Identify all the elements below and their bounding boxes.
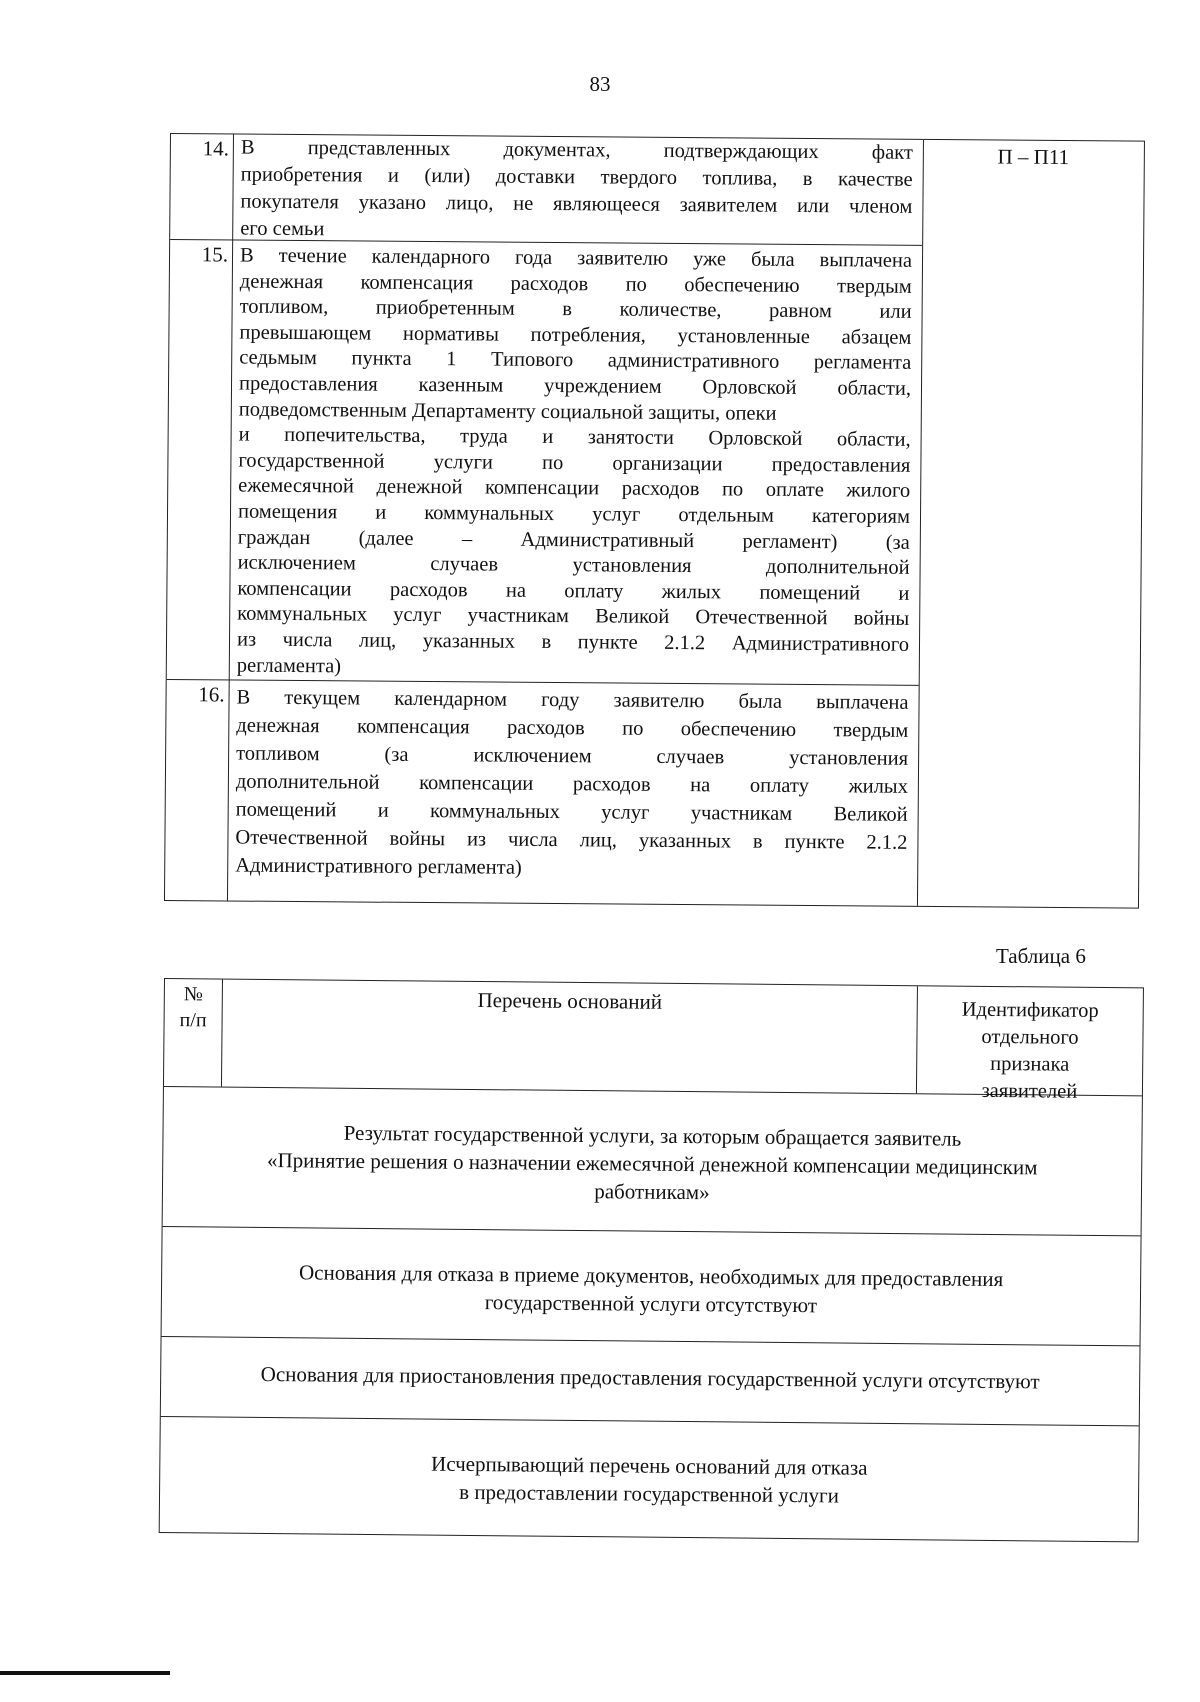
section-line: Основания для отказа в приеме документов, необходимых для предоставления [298, 1260, 1004, 1292]
text-line: дополнительной компенсации расходов на оплату жилых [235, 770, 908, 798]
table-header [164, 979, 1143, 1103]
section-suspension [161, 1337, 1140, 1426]
row-text [240, 135, 913, 248]
text-line: В течение календарного года заявителю уже была выплачена [239, 244, 913, 272]
section-line: «Принятие решения о назначении ежемесячной денежной компенсации медицинским [266, 1147, 1038, 1180]
section-result [163, 1087, 1142, 1236]
header-text: признака [990, 1052, 1070, 1076]
text-line: топливом, приобретенным в количестве, равном или [239, 295, 912, 324]
header-text: Идентификатор [961, 998, 1099, 1022]
section-line: Результат государственной услуги, за которым обращается заявитель [343, 1120, 962, 1151]
text-line: регламента) [236, 654, 342, 677]
section-refusal-acceptance [162, 1227, 1141, 1346]
text-line: коммунальных услуг участникам Великой Отечественной войны [237, 602, 910, 631]
text-line: денежная компенсация расходов по обеспечению твердым [239, 270, 912, 298]
table-row [167, 240, 922, 686]
text-line: его семьи [240, 217, 325, 241]
text-line: Административного регламента) [235, 854, 522, 879]
section-line: работникам» [594, 1179, 710, 1205]
text-line: приобретения и (или) доставки твердого топлива, в качестве [240, 163, 913, 191]
identifier-column [917, 140, 1144, 908]
section-refusal-grounds [160, 1417, 1139, 1541]
table-row [170, 134, 923, 246]
text-line: денежная компенсация расходов по обеспечению твердым [236, 714, 909, 742]
section-line: государственной услуги отсутствуют [484, 1290, 818, 1318]
text-line: В представленных документах, подтверждающих факт [240, 136, 913, 164]
applicant-identifier: П – П11 [997, 144, 1070, 170]
text-line: предоставления казенным учреждением Орловской области, [238, 372, 912, 400]
header-grounds-list: Перечень оснований [477, 988, 663, 1014]
section-line: Исчерпывающий перечень оснований для отказа [431, 1451, 868, 1480]
text-line: подведомственным Департаменту социальной защиты, опеки [238, 398, 777, 425]
row-number: 14. [202, 136, 229, 161]
table-6 [159, 978, 1144, 1542]
header-text: отдельного [981, 1025, 1079, 1049]
header-identifier [916, 986, 1143, 1103]
text-line: ежемесячной денежной компенсации расходов по оплате жилого [238, 474, 911, 503]
row-number: 15. [201, 242, 229, 267]
text-line: помещения и коммунальных услуг отдельным категориям [237, 500, 911, 528]
text-line: топливом (за исключением случаев установления [236, 742, 909, 770]
text-line: В текущем календарном году заявителю была выплачена [236, 686, 909, 714]
text-line: покупателя указано лицо, не являющееся заявителем или членом [240, 190, 913, 218]
text-line: Отечественной войны из числа лиц, указанных в пункте 2.1.2 [235, 826, 908, 854]
row-text [235, 684, 909, 885]
text-line: и попечительства, труда и занятости Орловской области, [238, 423, 911, 451]
text-line: из числа лиц, указанных в пункте 2.1.2 Административного [236, 628, 910, 656]
grounds-table-continued [164, 133, 1145, 909]
text-line: государственной услуги по организации предоставления [238, 449, 911, 477]
text-line: помещений и коммунальных услуг участникам Великой [235, 798, 908, 826]
scan-edge-line [0, 1671, 170, 1675]
header-text: заявителей [981, 1079, 1078, 1103]
text-line: исключением случаев установления дополнительной [237, 551, 910, 579]
section-line: в предоставлении государственной услуги [459, 1479, 840, 1508]
table-caption: Таблица 6 [996, 944, 1086, 968]
header-number [164, 979, 223, 1087]
text-line: седьмым пункта 1 Типового административного регламента [239, 346, 912, 375]
text-line: граждан (далее – Административный регламент) (за [237, 526, 910, 554]
row-number: 16. [198, 682, 225, 707]
row-text [237, 244, 912, 684]
header-text: п/п [179, 1009, 207, 1032]
section-line: Основания для приостановления предоставления государственной услуги отсутствуют [260, 1361, 1040, 1394]
table-row [165, 680, 919, 908]
text-line: компенсации расходов на оплату жилых помещений и [237, 577, 910, 605]
text-line: превышающем нормативы потребления, установленные абзацем [239, 321, 912, 349]
page-number: 83 [589, 72, 611, 96]
header-text: № [183, 983, 203, 1006]
